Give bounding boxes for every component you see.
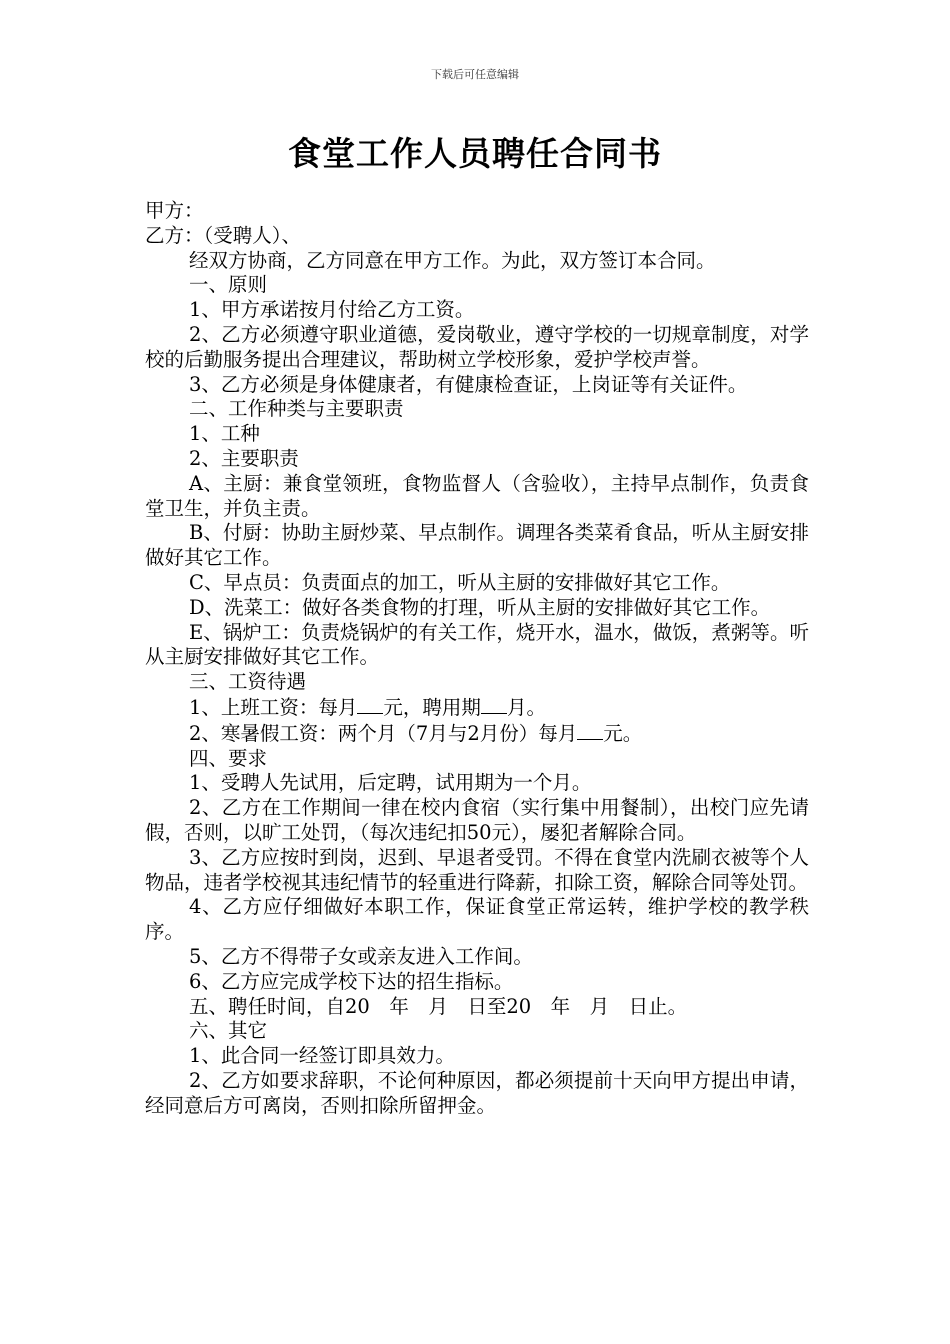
section-heading-principles: 一、原则 bbox=[189, 273, 268, 297]
page-header-note: 下载后可任意编辑 bbox=[431, 68, 519, 81]
term-label: 元，聘用期 bbox=[383, 695, 481, 719]
salary-label: 1、上班工资：每月 bbox=[189, 695, 358, 719]
term-unit: 月。 bbox=[506, 695, 546, 719]
clause-4-4: 4、乙方应仔细做好本职工作，保证食堂正常运转，维护学校的教学秩序。 bbox=[145, 895, 809, 944]
clause-4-2: 2、乙方在工作期间一律在校内食宿（实行集中用餐制），出校门应先请假，否则，以旷工处罚，（每次违纪扣50元），屡犯者解除合同。 bbox=[145, 796, 809, 844]
vacation-salary-unit: 元。 bbox=[603, 721, 643, 745]
clause-2-2: 2、主要职责 bbox=[189, 446, 299, 470]
duty-assistant-chef: B、付厨：协助主厨炒菜、早点制作。调理各类菜肴食品，听从主厨安排做好其它工作。 bbox=[145, 521, 809, 570]
clause-4-5: 5、乙方不得带子女或亲友进入工作间。 bbox=[189, 944, 533, 968]
clause-2-1: 1、工种 bbox=[189, 422, 260, 446]
clause-6-1: 1、此合同一经签订即具效力。 bbox=[189, 1044, 455, 1068]
clause-4-6: 6、乙方应完成学校下达的招生指标。 bbox=[189, 969, 514, 993]
clause-1-3: 3、乙方必须是身体健康者，有健康检查证，上岗证等有关证件。 bbox=[189, 372, 748, 396]
salary-blank bbox=[357, 695, 383, 714]
section-heading-requirements: 四、要求 bbox=[189, 746, 268, 770]
duty-boiler-worker: E、锅炉工：负责烧锅炉的有关工作，烧开水，温水，做饭，煮粥等。听从主厨安排做好其它工作。 bbox=[145, 620, 809, 669]
party-b-line: 乙方：（受聘人）、 bbox=[145, 223, 302, 247]
section-heading-duties: 二、工作种类与主要职责 bbox=[189, 397, 404, 421]
clause-4-1: 1、受聘人先试用，后定聘，试用期为一个月。 bbox=[189, 771, 592, 795]
clause-3-2 bbox=[145, 721, 809, 747]
vacation-salary-blank bbox=[577, 721, 603, 740]
party-a-line: 甲方： bbox=[145, 199, 204, 222]
clause-3-1 bbox=[145, 695, 809, 721]
document-title: 食堂工作人员聘任合同书 bbox=[288, 134, 662, 173]
duty-breakfast-staff: C、早点员：负责面点的加工，听从主厨的安排做好其它工作。 bbox=[189, 570, 731, 594]
clause-1-2: 2、乙方必须遵守职业道德，爱岗敬业，遵守学校的一切规章制度，对学校的后勤服务提出合理建议，帮助树立学校形象，爱护学校声誉。 bbox=[145, 322, 809, 371]
section-heading-salary: 三、工资待遇 bbox=[189, 670, 307, 694]
section-heading-other: 六、其它 bbox=[189, 1019, 268, 1043]
duty-head-chef: A、主厨：兼食堂领班，食物监督人（含验收），主持早点制作，负责食堂卫生，并负主责。 bbox=[145, 471, 809, 520]
clause-6-2: 2、乙方如要求辞职，不论何种原因，都必须提前十天向甲方提出申请，经同意后方可离岗，否则扣除所留押金。 bbox=[145, 1068, 809, 1117]
duty-vegetable-washer: D、洗菜工：做好各类食物的打理，听从主厨的安排做好其它工作。 bbox=[189, 595, 771, 619]
intro-paragraph: 经双方协商，乙方同意在甲方工作。为此，双方签订本合同。 bbox=[189, 248, 716, 272]
contract-body bbox=[145, 199, 809, 1118]
vacation-salary-label: 2、寒暑假工资：两个月（7月与2月份）每月 bbox=[189, 721, 578, 745]
section-heading-term: 五、聘任时间，自20 年 月 日至20 年 月 日止。 bbox=[189, 994, 688, 1018]
clause-1-1: 1、甲方承诺按月付给乙方工资。 bbox=[189, 298, 475, 322]
clause-4-3: 3、乙方应按时到岗，迟到、早退者受罚。不得在食堂内洗刷衣被等个人物品，违者学校视其违纪情节的轻重进行降薪，扣除工资，解除合同等处罚。 bbox=[145, 845, 809, 894]
term-blank bbox=[481, 695, 507, 714]
